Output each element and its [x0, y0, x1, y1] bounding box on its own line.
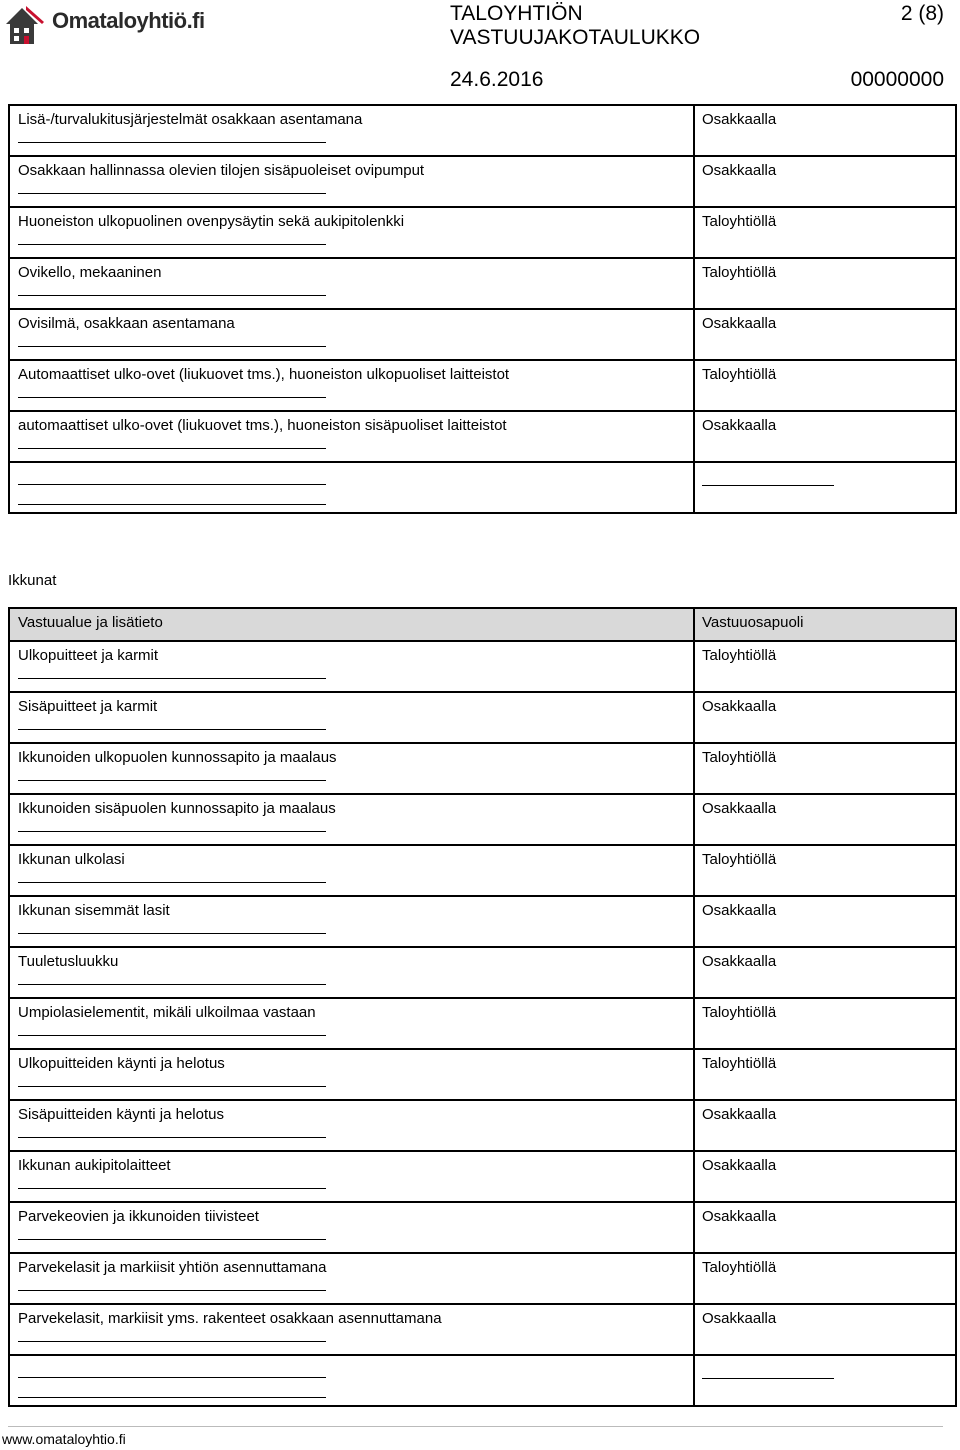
row-party: Osakkaalla [702, 1106, 777, 1123]
note-line [18, 1341, 326, 1342]
note-line [18, 1397, 326, 1398]
row-item: automaattiset ulko-ovet (liukuovet tms.), huoneiston sisäpuoliset laitteistot [18, 417, 507, 434]
row-party: Taloyhtiöllä [702, 1055, 777, 1072]
note-line [18, 142, 326, 143]
note-line [18, 397, 326, 398]
party-blank-line [702, 485, 834, 486]
row-party: Taloyhtiöllä [702, 213, 777, 230]
table-row [9, 896, 956, 947]
note-line [18, 984, 326, 985]
table-row [9, 1253, 956, 1304]
row-party: Taloyhtiöllä [702, 1259, 777, 1276]
row-item: Sisäpuitteet ja karmit [18, 698, 158, 715]
note-line [18, 933, 326, 934]
document-title: TALOYHTIÖN VASTUUJAKOTAULUKKO [450, 2, 701, 49]
row-party: Taloyhtiöllä [702, 1004, 777, 1021]
row-party: Osakkaalla [702, 1310, 777, 1327]
table-row [9, 1100, 956, 1151]
note-line [18, 780, 326, 781]
section-title-windows: Ikkunat [8, 572, 57, 589]
row-party: Osakkaalla [702, 417, 777, 434]
responsibility-table-windows [8, 607, 957, 1407]
row-item: Ovikello, mekaaninen [18, 264, 162, 281]
row-item: Ikkunoiden sisäpuolen kunnossapito ja maalaus [18, 800, 336, 817]
table-row [9, 947, 956, 998]
page-number: 2 (8) [900, 2, 944, 25]
document-number: 00000000 [850, 68, 944, 91]
note-line [18, 448, 326, 449]
row-item: Ovisilmä, osakkaan asentamana [18, 315, 235, 332]
table-row [9, 309, 956, 360]
table-row [9, 692, 956, 743]
row-item: Parvekelasit ja markiisit yhtiön asennuttamana [18, 1259, 327, 1276]
note-line [18, 193, 326, 194]
logo-text: Omataloyhtiö.fi [52, 8, 205, 33]
table-header-row [9, 608, 956, 641]
row-party: Taloyhtiöllä [702, 647, 777, 664]
table-row-blank [9, 462, 956, 513]
building-logo-icon [2, 2, 48, 48]
table-row-blank [9, 1355, 956, 1406]
note-line [18, 729, 326, 730]
table-row [9, 156, 956, 207]
responsibility-table-doors [8, 104, 957, 514]
note-line [18, 1290, 326, 1291]
table-row [9, 845, 956, 896]
row-party: Taloyhtiöllä [702, 366, 777, 383]
note-line [18, 1239, 326, 1240]
row-item: Ulkopuitteiden käynti ja helotus [18, 1055, 225, 1072]
table-row [9, 998, 956, 1049]
note-line [18, 346, 326, 347]
row-party: Osakkaalla [702, 902, 777, 919]
column-header-area: Vastuualue ja lisätieto [18, 614, 163, 631]
row-party: Osakkaalla [702, 1208, 777, 1225]
row-item: Parvekeovien ja ikkunoiden tiivisteet [18, 1208, 259, 1225]
row-party: Osakkaalla [702, 315, 777, 332]
note-line [18, 295, 326, 296]
row-item: Ikkunan sisemmät lasit [18, 902, 170, 919]
row-party: Taloyhtiöllä [702, 264, 777, 281]
row-party: Osakkaalla [702, 953, 777, 970]
note-line [18, 882, 326, 883]
row-party: Taloyhtiöllä [702, 749, 777, 766]
table-row [9, 1151, 956, 1202]
note-line [18, 1377, 326, 1378]
note-line [18, 1188, 326, 1189]
row-item: Ikkunoiden ulkopuolen kunnossapito ja maalaus [18, 749, 337, 766]
row-item: Ikkunan aukipitolaitteet [18, 1157, 171, 1174]
row-item: Lisä-/turvalukitusjärjestelmät osakkaan asentamana [18, 111, 363, 128]
note-line [18, 678, 326, 679]
table-row [9, 360, 956, 411]
table-row [9, 641, 956, 692]
row-item: Umpiolasielementit, mikäli ulkoilmaa vastaan [18, 1004, 316, 1021]
table-row [9, 743, 956, 794]
party-blank-line [702, 1378, 834, 1379]
note-line [18, 504, 326, 505]
logo[interactable] [2, 2, 212, 48]
row-item: Ulkopuitteet ja karmit [18, 647, 159, 664]
row-party: Osakkaalla [702, 800, 777, 817]
table-row [9, 411, 956, 462]
note-line [18, 1035, 326, 1036]
note-line [18, 244, 326, 245]
note-line [18, 484, 326, 485]
row-party: Osakkaalla [702, 1157, 777, 1174]
table-row [9, 1304, 956, 1355]
table-row [9, 794, 956, 845]
table-row [9, 105, 956, 156]
footer-url[interactable]: www.omataloyhtio.fi [2, 1431, 126, 1447]
row-item: Osakkaan hallinnassa olevien tilojen sisäpuoleiset ovipumput [18, 162, 425, 179]
row-party: Osakkaalla [702, 698, 777, 715]
row-party: Taloyhtiöllä [702, 851, 777, 868]
table-row [9, 1202, 956, 1253]
footer-divider [8, 1426, 943, 1427]
row-item: Parvekelasit, markiisit yms. rakenteet osakkaan asennuttamana [18, 1310, 442, 1327]
table-row [9, 258, 956, 309]
table-row [9, 207, 956, 258]
row-item: Automaattiset ulko-ovet (liukuovet tms.), huoneiston ulkopuoliset laitteistot [18, 366, 510, 383]
table-row [9, 1049, 956, 1100]
row-item: Sisäpuitteiden käynti ja helotus [18, 1106, 224, 1123]
note-line [18, 1086, 326, 1087]
note-line [18, 831, 326, 832]
document-date: 24.6.2016 [450, 68, 544, 91]
row-item: Ikkunan ulkolasi [18, 851, 125, 868]
note-line [18, 1137, 326, 1138]
row-item: Huoneiston ulkopuolinen ovenpysäytin sekä aukipitolenkki [18, 213, 405, 230]
row-party: Osakkaalla [702, 162, 777, 179]
column-header-party: Vastuuosapuoli [702, 614, 804, 631]
row-item: Tuuletusluukku [18, 953, 119, 970]
row-party: Osakkaalla [702, 111, 777, 128]
